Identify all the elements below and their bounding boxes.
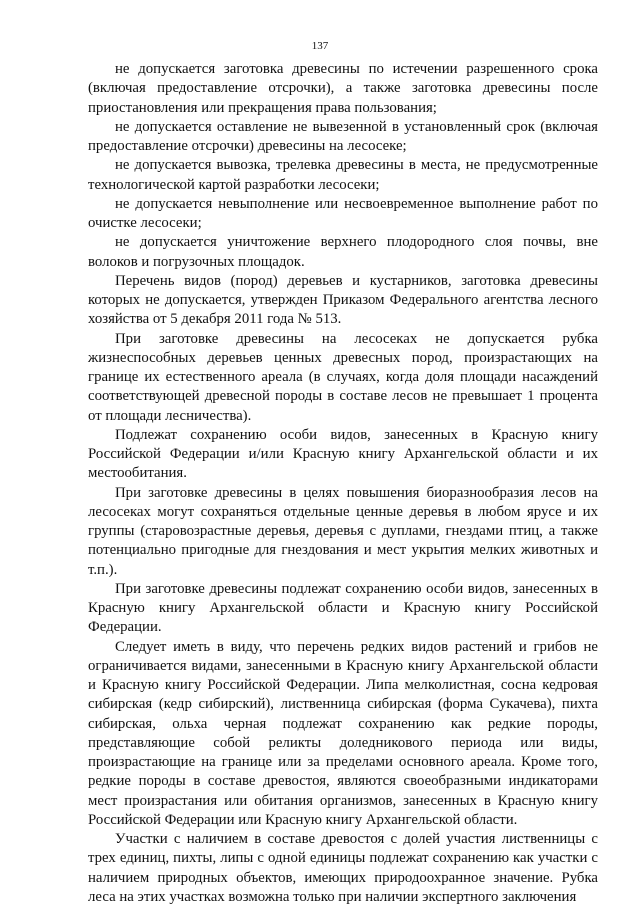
page-number: 137 (311, 40, 329, 52)
paragraph: При заготовке древесины подлежат сохранению особи видов, занесенных в Красную книгу Архангельской области и Красную книгу Российской Федерации. (88, 580, 598, 636)
paragraph: не допускается заготовка древесины по истечении разрешенного срока (включая предоставление отсрочки), а также заготовка древесины после приостановления или прекращения права пользования; (88, 61, 598, 116)
document-body (88, 60, 598, 907)
paragraph: не допускается невыполнение или несвоевременное выполнение работ по очистке лесосеки; (88, 195, 598, 231)
paragraph: Участки с наличием в составе древостоя с долей участия лиственницы с трех единиц, пихты, липы с одной единицы подлежат сохранению как участки с наличием природных объектов, имеющих природоохранное значение. Рубка леса на этих участках возможна только при наличии экспертного заключения (88, 831, 598, 905)
paragraph: Следует иметь в виду, что перечень редких видов растений и грибов не ограничивается видами, занесенными в Красную книгу Архангельской области и Красную книгу Российской Федерации. Липа мелколистная, сосна кедровая сибирская (кедр сибирский), лиственница сибирская (форма Сукачева), пихта сибирская, ольха черная подлежат сохранению как редкие породы, представляющие собой реликты доледникового периода или виды, произрастающие на границе или за пределами основного ареала. Кроме того, редкие породы в составе древостоя, являются своеобразными индикаторами мест произрастания или обитания организмов, занесенных в Красную книгу Российской Федерации или Красную книгу Архангельской области. (88, 638, 598, 828)
paragraph: При заготовке древесины в целях повышения биоразнообразия лесов на лесосеках могут сохраняться отдельные ценные деревья в любом ярусе и их группы (старовозрастные деревья, деревья с дуплами, гнездами птиц, а также потенциально пригодные для гнездования и мест укрытия мелких животных и т.п.). (88, 484, 598, 578)
paragraph: Перечень видов (пород) деревьев и кустарников, заготовка древесины которых не допускается, утвержден Приказом Федерального агентства лесного хозяйства от 5 декабря 2011 года № 513. (88, 272, 598, 328)
paragraph: не допускается оставление не вывезенной в установленный срок (включая предоставление отсрочки) древесины на лесосеке; (88, 118, 598, 154)
paragraph: Подлежат сохранению особи видов, занесенных в Красную книгу Российской Федерации и/или Красную книгу Архангельской области и их местообитания. (88, 426, 598, 482)
paragraph: не допускается уничтожение верхнего плодородного слоя почвы, вне волоков и погрузочных площадок. (88, 234, 598, 270)
paragraph: При заготовке древесины на лесосеках не допускается рубка жизнеспособных деревьев ценных древесных пород, произрастающих на границе их естественного ареала (в случаях, когда доля площади насаждений соответствующей древесной породы в составе лесов не превышает 1 процента от площади лесничества). (88, 330, 598, 424)
paragraph: не допускается вывозка, трелевка древесины в места, не предусмотренные технологической картой разработки лесосеки; (88, 157, 598, 193)
